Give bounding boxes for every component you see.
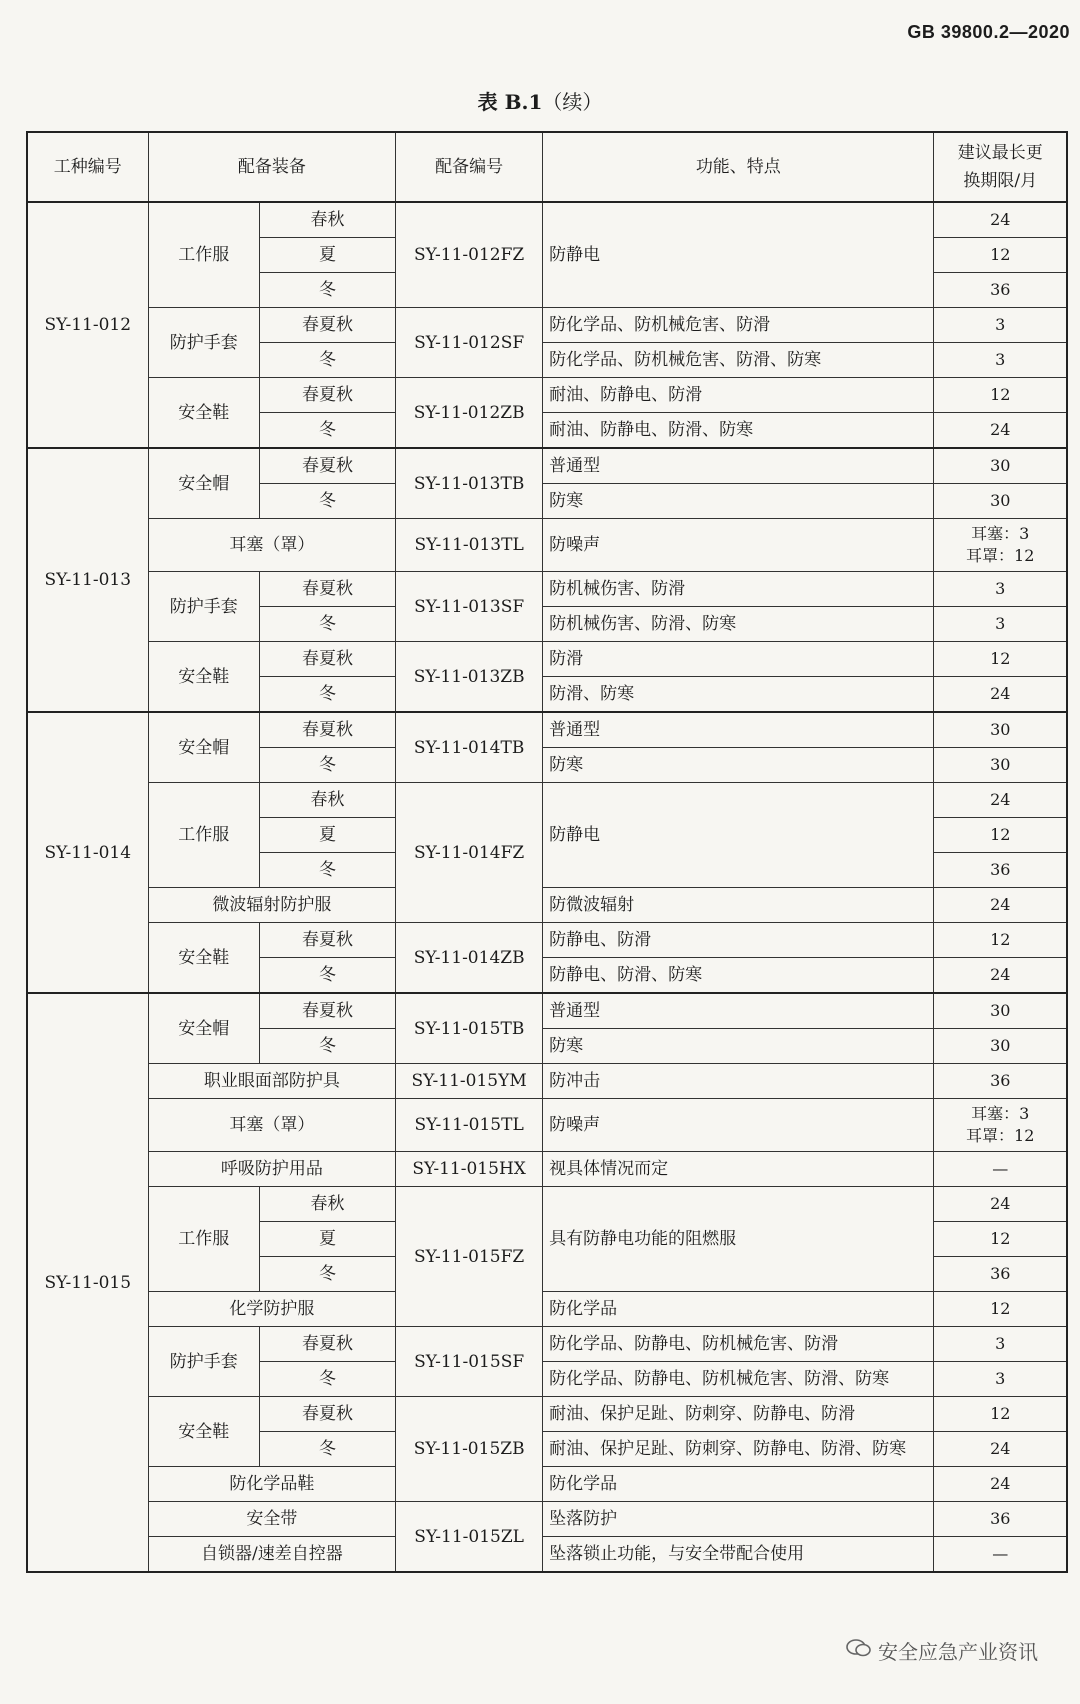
equipment: 耳塞（罩） bbox=[148, 1099, 396, 1152]
equipment: 安全带 bbox=[148, 1502, 396, 1537]
equipment: 防化学品鞋 bbox=[148, 1467, 396, 1502]
months: 30 bbox=[934, 748, 1067, 783]
table-caption bbox=[0, 86, 1080, 115]
months: 36 bbox=[934, 1064, 1067, 1099]
season: 夏 bbox=[259, 1222, 395, 1257]
months-header-line1: 建议最长更 bbox=[957, 143, 1043, 163]
months: 12 bbox=[934, 1397, 1067, 1432]
season: 冬 bbox=[259, 484, 395, 519]
job-code: SY-11-014 bbox=[27, 712, 148, 993]
months: 3 bbox=[934, 343, 1067, 378]
season: 春夏秋 bbox=[259, 572, 395, 607]
caption-continued: （续） bbox=[542, 90, 603, 114]
season: 春秋 bbox=[259, 783, 395, 818]
season: 冬 bbox=[259, 1257, 395, 1292]
months: 24 bbox=[934, 783, 1067, 818]
equip-code: SY-11-013SF bbox=[396, 572, 543, 642]
equip-code: SY-11-015YM bbox=[396, 1064, 543, 1099]
equip-code: SY-11-015ZB bbox=[396, 1397, 543, 1502]
months: 36 bbox=[934, 1257, 1067, 1292]
feature: 普通型 bbox=[543, 448, 934, 484]
equipment: 安全鞋 bbox=[148, 642, 259, 713]
months: 24 bbox=[934, 958, 1067, 994]
equip-code: SY-11-014ZB bbox=[396, 923, 543, 994]
table-row bbox=[27, 923, 1067, 958]
equip-code: SY-11-013ZB bbox=[396, 642, 543, 713]
months: 24 bbox=[934, 888, 1067, 923]
season: 春秋 bbox=[259, 1187, 395, 1222]
feature: 防噪声 bbox=[543, 1099, 934, 1152]
equip-code: SY-11-015HX bbox=[396, 1152, 543, 1187]
equip-code: SY-11-014FZ bbox=[396, 783, 543, 923]
caption-title: 表 B.1 bbox=[477, 90, 543, 114]
feature: 防寒 bbox=[543, 748, 934, 783]
table-row bbox=[27, 308, 1067, 343]
months: 24 bbox=[934, 1187, 1067, 1222]
feature: 耐油、保护足趾、防刺穿、防静电、防滑 bbox=[543, 1397, 934, 1432]
equipment: 安全鞋 bbox=[148, 378, 259, 449]
watermark-text: 安全应急产业资讯 bbox=[878, 1640, 1038, 1664]
season: 春夏秋 bbox=[259, 923, 395, 958]
feature: 耐油、防静电、防滑、防寒 bbox=[543, 413, 934, 449]
months: 3 bbox=[934, 607, 1067, 642]
feature: 防滑 bbox=[543, 642, 934, 677]
season: 春秋 bbox=[259, 202, 395, 238]
feature: 坠落锁止功能，与安全带配合使用 bbox=[543, 1537, 934, 1573]
feature: 防冲击 bbox=[543, 1064, 934, 1099]
feature: 耐油、防静电、防滑 bbox=[543, 378, 934, 413]
equip-code: SY-11-013TL bbox=[396, 519, 543, 572]
months: 12 bbox=[934, 238, 1067, 273]
equipment: 耳塞（罩） bbox=[148, 519, 396, 572]
season: 冬 bbox=[259, 1362, 395, 1397]
equipment: 工作服 bbox=[148, 783, 259, 888]
feature: 防静电、防滑、防寒 bbox=[543, 958, 934, 994]
feature: 防化学品、防静电、防机械危害、防滑 bbox=[543, 1327, 934, 1362]
feature: 视具体情况而定 bbox=[543, 1152, 934, 1187]
equip-code: SY-11-012FZ bbox=[396, 202, 543, 308]
feature: 防噪声 bbox=[543, 519, 934, 572]
table-row bbox=[27, 888, 1067, 923]
season: 春夏秋 bbox=[259, 378, 395, 413]
season: 冬 bbox=[259, 677, 395, 713]
feature: 防化学品、防静电、防机械危害、防滑、防寒 bbox=[543, 1362, 934, 1397]
feature: 具有防静电功能的阻燃服 bbox=[543, 1187, 934, 1292]
season: 冬 bbox=[259, 853, 395, 888]
equip-code: SY-11-015TL bbox=[396, 1099, 543, 1152]
months: 30 bbox=[934, 448, 1067, 484]
table-header-row bbox=[27, 132, 1067, 202]
equipment: 防护手套 bbox=[148, 572, 259, 642]
season: 冬 bbox=[259, 1432, 395, 1467]
equipment: 安全帽 bbox=[148, 712, 259, 783]
months bbox=[934, 1099, 1067, 1152]
months: 30 bbox=[934, 484, 1067, 519]
table-row bbox=[27, 1467, 1067, 1502]
feature: 防机械伤害、防滑、防寒 bbox=[543, 607, 934, 642]
table-row bbox=[27, 993, 1067, 1029]
months: 24 bbox=[934, 413, 1067, 449]
season: 春夏秋 bbox=[259, 1327, 395, 1362]
equip-code: SY-11-015SF bbox=[396, 1327, 543, 1397]
months: 36 bbox=[934, 1502, 1067, 1537]
months-header-line2: 换期限/月 bbox=[963, 171, 1038, 191]
months: 24 bbox=[934, 1467, 1067, 1502]
months: 3 bbox=[934, 308, 1067, 343]
equipment: 化学防护服 bbox=[148, 1292, 396, 1327]
table-row bbox=[27, 572, 1067, 607]
months: 24 bbox=[934, 677, 1067, 713]
feature: 坠落防护 bbox=[543, 1502, 934, 1537]
feature: 防化学品 bbox=[543, 1467, 934, 1502]
equip-code: SY-11-012ZB bbox=[396, 378, 543, 449]
months: 12 bbox=[934, 818, 1067, 853]
months: 12 bbox=[934, 1292, 1067, 1327]
season: 冬 bbox=[259, 607, 395, 642]
job-code: SY-11-015 bbox=[27, 993, 148, 1572]
equipment: 防护手套 bbox=[148, 1327, 259, 1397]
equipment: 安全鞋 bbox=[148, 923, 259, 994]
season: 冬 bbox=[259, 343, 395, 378]
table-row bbox=[27, 783, 1067, 818]
feature: 防化学品、防机械危害、防滑 bbox=[543, 308, 934, 343]
months: 3 bbox=[934, 1327, 1067, 1362]
months-earplug: 耳塞：3 bbox=[971, 524, 1030, 543]
table-row bbox=[27, 1502, 1067, 1537]
table-row bbox=[27, 712, 1067, 748]
feature: 防机械伤害、防滑 bbox=[543, 572, 934, 607]
months: 12 bbox=[934, 1222, 1067, 1257]
months: 3 bbox=[934, 572, 1067, 607]
months: 30 bbox=[934, 993, 1067, 1029]
table-row bbox=[27, 1099, 1067, 1152]
col-header-equipment: 配备装备 bbox=[148, 132, 396, 202]
months-earmuff: 耳罩：12 bbox=[966, 1126, 1035, 1145]
table-row bbox=[27, 202, 1067, 238]
table-row bbox=[27, 1397, 1067, 1432]
season: 冬 bbox=[259, 958, 395, 994]
equip-code: SY-11-015TB bbox=[396, 993, 543, 1064]
feature: 普通型 bbox=[543, 993, 934, 1029]
job-code: SY-11-013 bbox=[27, 448, 148, 712]
months: 24 bbox=[934, 1432, 1067, 1467]
months: — bbox=[934, 1152, 1067, 1187]
feature: 防静电、防滑 bbox=[543, 923, 934, 958]
season: 春夏秋 bbox=[259, 712, 395, 748]
equipment: 安全鞋 bbox=[148, 1397, 259, 1467]
equipment: 职业眼面部防护具 bbox=[148, 1064, 396, 1099]
season: 冬 bbox=[259, 748, 395, 783]
season: 夏 bbox=[259, 238, 395, 273]
feature: 普通型 bbox=[543, 712, 934, 748]
season: 冬 bbox=[259, 273, 395, 308]
feature: 防寒 bbox=[543, 484, 934, 519]
table-row bbox=[27, 1327, 1067, 1362]
equip-code: SY-11-015ZL bbox=[396, 1502, 543, 1573]
table-row bbox=[27, 1064, 1067, 1099]
watermark bbox=[846, 1636, 1038, 1665]
season: 冬 bbox=[259, 413, 395, 449]
season: 夏 bbox=[259, 818, 395, 853]
equipment: 微波辐射防护服 bbox=[148, 888, 396, 923]
months-earplug: 耳塞：3 bbox=[971, 1104, 1030, 1123]
standard-number: GB 39800.2—2020 bbox=[907, 22, 1070, 42]
equip-code: SY-11-014TB bbox=[396, 712, 543, 783]
months-earmuff: 耳罩：12 bbox=[966, 546, 1035, 565]
months bbox=[934, 519, 1067, 572]
job-code: SY-11-012 bbox=[27, 202, 148, 448]
equipment: 防护手套 bbox=[148, 308, 259, 378]
feature: 耐油、保护足趾、防刺穿、防静电、防滑、防寒 bbox=[543, 1432, 934, 1467]
equipment: 呼吸防护用品 bbox=[148, 1152, 396, 1187]
season: 春夏秋 bbox=[259, 642, 395, 677]
months: 12 bbox=[934, 378, 1067, 413]
col-header-job-code: 工种编号 bbox=[27, 132, 148, 202]
equipment: 安全帽 bbox=[148, 448, 259, 519]
equipment: 工作服 bbox=[148, 1187, 259, 1292]
feature: 防化学品 bbox=[543, 1292, 934, 1327]
feature: 防寒 bbox=[543, 1029, 934, 1064]
months: 30 bbox=[934, 1029, 1067, 1064]
season: 春夏秋 bbox=[259, 1397, 395, 1432]
feature: 防化学品、防机械危害、防滑、防寒 bbox=[543, 343, 934, 378]
months: 3 bbox=[934, 1362, 1067, 1397]
table-row bbox=[27, 519, 1067, 572]
months: 12 bbox=[934, 923, 1067, 958]
table-row bbox=[27, 1537, 1067, 1573]
table-row bbox=[27, 1152, 1067, 1187]
table-row bbox=[27, 1292, 1067, 1327]
table-row bbox=[27, 642, 1067, 677]
months: 36 bbox=[934, 273, 1067, 308]
feature: 防静电 bbox=[543, 783, 934, 888]
feature: 防静电 bbox=[543, 202, 934, 308]
table-row bbox=[27, 1187, 1067, 1222]
season: 春夏秋 bbox=[259, 448, 395, 484]
col-header-months bbox=[934, 132, 1067, 202]
months: 30 bbox=[934, 712, 1067, 748]
feature: 防微波辐射 bbox=[543, 888, 934, 923]
table-row bbox=[27, 378, 1067, 413]
equipment: 工作服 bbox=[148, 202, 259, 308]
months: 36 bbox=[934, 853, 1067, 888]
chat-bubble-icon bbox=[846, 1638, 872, 1663]
season: 冬 bbox=[259, 1029, 395, 1064]
col-header-features: 功能、特点 bbox=[543, 132, 934, 202]
months: 24 bbox=[934, 202, 1067, 238]
equipment-table bbox=[26, 131, 1068, 1573]
table-row bbox=[27, 448, 1067, 484]
season: 春夏秋 bbox=[259, 993, 395, 1029]
months: 12 bbox=[934, 642, 1067, 677]
equipment: 安全帽 bbox=[148, 993, 259, 1064]
equip-code: SY-11-012SF bbox=[396, 308, 543, 378]
equip-code: SY-11-013TB bbox=[396, 448, 543, 519]
equip-code: SY-11-015FZ bbox=[396, 1187, 543, 1327]
season: 春夏秋 bbox=[259, 308, 395, 343]
equipment: 自锁器/速差自控器 bbox=[148, 1537, 396, 1573]
months: — bbox=[934, 1537, 1067, 1573]
feature: 防滑、防寒 bbox=[543, 677, 934, 713]
col-header-equip-code: 配备编号 bbox=[396, 132, 543, 202]
